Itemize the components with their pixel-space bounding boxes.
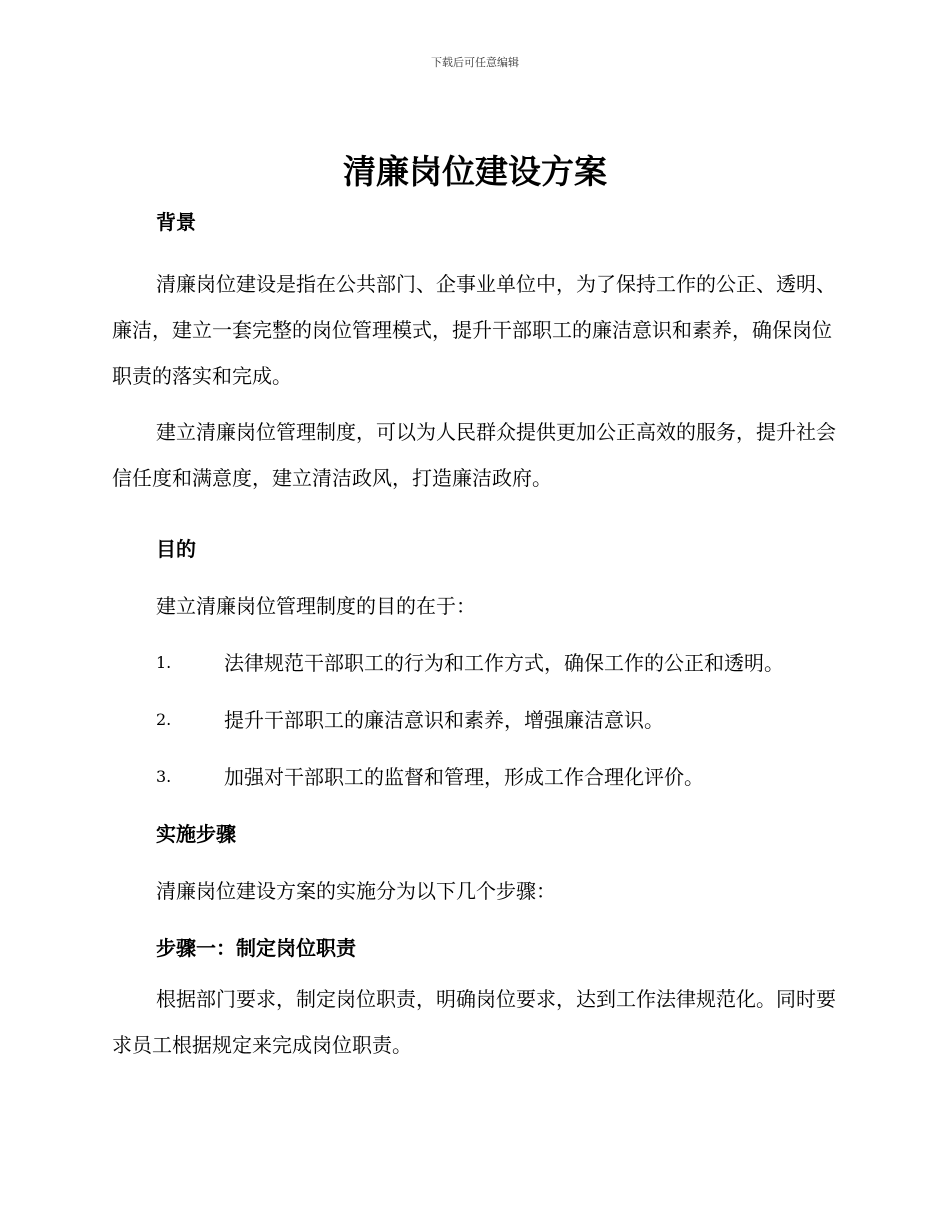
document-body: [112, 204, 838, 1068]
document-title: 清廉岗位建设方案: [343, 152, 607, 191]
background-paragraph-2: 建立清廉岗位管理制度，可以为人民群众提供更加公正高效的服务，提升社会信任度和满意度，建立清洁政风，打造廉洁政府。: [112, 420, 836, 490]
purpose-intro: 建立清廉岗位管理制度的目的在于：: [156, 594, 476, 618]
list-item-number: 1.: [156, 653, 172, 672]
step1-heading: 步骤一：制定岗位职责: [156, 936, 356, 960]
steps-intro: 清廉岗位建设方案的实施分为以下几个步骤：: [156, 879, 556, 903]
list-item-text: 加强对干部职工的监督和管理，形成工作合理化评价。: [224, 765, 704, 789]
list-item: [112, 759, 838, 795]
background-paragraph-1: 清廉岗位建设是指在公共部门、企事业单位中，为了保持工作的公正、透明、廉洁，建立一套完整的岗位管理模式，提升干部职工的廉洁意识和素养，确保岗位职责的落实和完成。: [112, 272, 836, 388]
section-heading-steps: 实施步骤: [156, 822, 236, 846]
section-heading-purpose: 目的: [156, 537, 196, 561]
section-heading-background: 背景: [156, 210, 196, 234]
list-item-text: 提升干部职工的廉洁意识和素养，增强廉洁意识。: [224, 708, 664, 732]
list-item: [112, 645, 838, 681]
list-item-text: 法律规范干部职工的行为和工作方式，确保工作的公正和透明。: [224, 651, 784, 675]
step1-paragraph: 根据部门要求，制定岗位职责，明确岗位要求，达到工作法律规范化。同时要求员工根据规定来完成岗位职责。: [112, 987, 836, 1057]
header-note: 下载后可任意编辑: [431, 56, 519, 69]
list-item: [112, 702, 838, 738]
list-item-number: 2.: [156, 710, 172, 729]
list-item-number: 3.: [156, 767, 172, 786]
